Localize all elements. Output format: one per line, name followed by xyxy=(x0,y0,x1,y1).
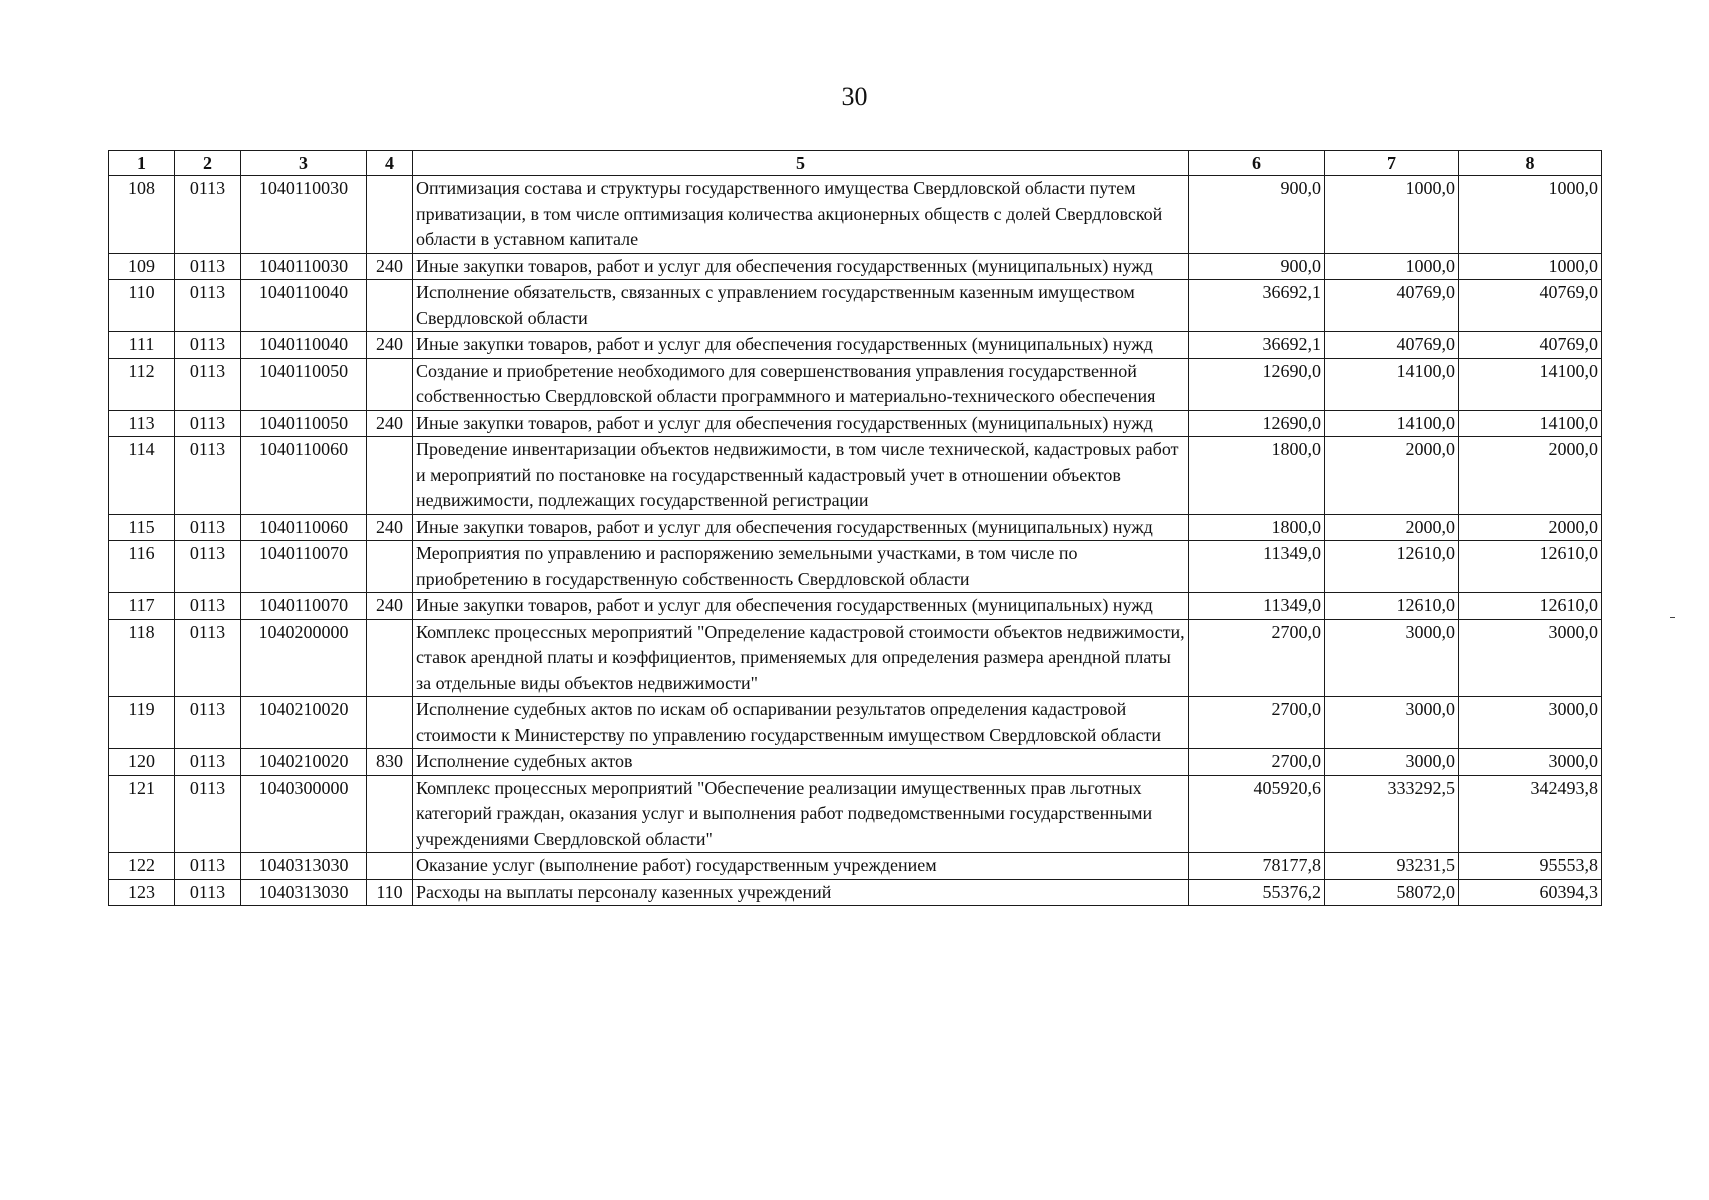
row-number: 121 xyxy=(109,775,175,853)
target-article-code: 1040210020 xyxy=(241,697,367,749)
amount-col-8: 342493,8 xyxy=(1459,775,1602,853)
table-row xyxy=(109,619,1602,697)
row-number: 117 xyxy=(109,593,175,620)
section-code: 0113 xyxy=(175,514,241,541)
target-article-code: 1040110050 xyxy=(241,358,367,410)
table-row xyxy=(109,593,1602,620)
target-article-code: 1040110060 xyxy=(241,437,367,515)
expense-name: Иные закупки товаров, работ и услуг для обеспечения государственных (муниципальных) нужд xyxy=(413,410,1189,437)
amount-col-7: 3000,0 xyxy=(1325,619,1459,697)
target-article-code: 1040110040 xyxy=(241,332,367,359)
header-cell-8: 8 xyxy=(1459,151,1602,176)
amount-col-8: 2000,0 xyxy=(1459,437,1602,515)
amount-col-7: 12610,0 xyxy=(1325,541,1459,593)
amount-col-7: 1000,0 xyxy=(1325,176,1459,254)
table-body xyxy=(109,176,1602,906)
row-number: 110 xyxy=(109,280,175,332)
row-number: 108 xyxy=(109,176,175,254)
amount-col-7: 40769,0 xyxy=(1325,280,1459,332)
amount-col-8: 40769,0 xyxy=(1459,332,1602,359)
table-row xyxy=(109,437,1602,515)
amount-col-7: 2000,0 xyxy=(1325,514,1459,541)
amount-col-6: 1800,0 xyxy=(1189,514,1325,541)
target-article-code: 1040110070 xyxy=(241,593,367,620)
amount-col-6: 900,0 xyxy=(1189,176,1325,254)
expense-type-code xyxy=(367,437,413,515)
row-number: 114 xyxy=(109,437,175,515)
section-code: 0113 xyxy=(175,749,241,776)
header-cell-4: 4 xyxy=(367,151,413,176)
amount-col-6: 55376,2 xyxy=(1189,879,1325,906)
target-article-code: 1040200000 xyxy=(241,619,367,697)
expense-type-code xyxy=(367,619,413,697)
section-code: 0113 xyxy=(175,775,241,853)
expense-name: Оказание услуг (выполнение работ) государственным учреждением xyxy=(413,853,1189,880)
amount-col-8: 12610,0 xyxy=(1459,593,1602,620)
expense-name: Мероприятия по управлению и распоряжению земельными участками, в том числе по приобретению в государственную собственность Свердловской области xyxy=(413,541,1189,593)
expense-name: Комплекс процессных мероприятий "Обеспечение реализации имущественных прав льготных категорий граждан, оказания услуг и выполнения работ подведомственными государственными учреждениями Свердловской области" xyxy=(413,775,1189,853)
amount-col-8: 1000,0 xyxy=(1459,176,1602,254)
expense-name: Проведение инвентаризации объектов недвижимости, в том числе технической, кадастровых работ и мероприятий по постановке на государственный кадастровый учет в отношении объектов недвижимости, подлежащих государственной регистрации xyxy=(413,437,1189,515)
amount-col-7: 93231,5 xyxy=(1325,853,1459,880)
budget-table xyxy=(108,150,1602,906)
expense-name: Оптимизация состава и структуры государственного имущества Свердловской области путем приватизации, в том числе оптимизация количества акционерных обществ с долей Свердловской области в уставном капитале xyxy=(413,176,1189,254)
expense-name: Иные закупки товаров, работ и услуг для обеспечения государственных (муниципальных) нужд xyxy=(413,514,1189,541)
row-number: 118 xyxy=(109,619,175,697)
row-number: 120 xyxy=(109,749,175,776)
table-row xyxy=(109,541,1602,593)
section-code: 0113 xyxy=(175,541,241,593)
amount-col-6: 1800,0 xyxy=(1189,437,1325,515)
amount-col-8: 60394,3 xyxy=(1459,879,1602,906)
scan-mark xyxy=(1670,617,1675,618)
row-number: 119 xyxy=(109,697,175,749)
amount-col-8: 95553,8 xyxy=(1459,853,1602,880)
expense-type-code: 240 xyxy=(367,514,413,541)
expense-name: Исполнение обязательств, связанных с управлением государственным казенным имуществом Свердловской области xyxy=(413,280,1189,332)
target-article-code: 1040110030 xyxy=(241,253,367,280)
amount-col-8: 3000,0 xyxy=(1459,749,1602,776)
amount-col-6: 2700,0 xyxy=(1189,749,1325,776)
amount-col-7: 3000,0 xyxy=(1325,749,1459,776)
row-number: 109 xyxy=(109,253,175,280)
header-cell-7: 7 xyxy=(1325,151,1459,176)
expense-type-code: 240 xyxy=(367,253,413,280)
row-number: 123 xyxy=(109,879,175,906)
amount-col-7: 40769,0 xyxy=(1325,332,1459,359)
expense-type-code: 240 xyxy=(367,593,413,620)
expense-name: Исполнение судебных актов xyxy=(413,749,1189,776)
expense-type-code xyxy=(367,697,413,749)
table-row xyxy=(109,697,1602,749)
row-number: 115 xyxy=(109,514,175,541)
header-cell-5: 5 xyxy=(413,151,1189,176)
target-article-code: 1040313030 xyxy=(241,879,367,906)
table-row xyxy=(109,358,1602,410)
amount-col-8: 12610,0 xyxy=(1459,541,1602,593)
amount-col-7: 2000,0 xyxy=(1325,437,1459,515)
amount-col-8: 2000,0 xyxy=(1459,514,1602,541)
amount-col-8: 3000,0 xyxy=(1459,697,1602,749)
amount-col-8: 1000,0 xyxy=(1459,253,1602,280)
amount-col-6: 12690,0 xyxy=(1189,410,1325,437)
table-row xyxy=(109,853,1602,880)
expense-type-code xyxy=(367,280,413,332)
expense-name: Комплекс процессных мероприятий "Определение кадастровой стоимости объектов недвижимости, ставок арендной платы и коэффициентов, применяемых для определения размера арендной платы за отдельные виды объектов недвижимости" xyxy=(413,619,1189,697)
section-code: 0113 xyxy=(175,358,241,410)
table-row xyxy=(109,332,1602,359)
amount-col-6: 12690,0 xyxy=(1189,358,1325,410)
header-cell-6: 6 xyxy=(1189,151,1325,176)
table-row xyxy=(109,280,1602,332)
section-code: 0113 xyxy=(175,853,241,880)
amount-col-6: 900,0 xyxy=(1189,253,1325,280)
expense-type-code xyxy=(367,176,413,254)
amount-col-8: 14100,0 xyxy=(1459,410,1602,437)
section-code: 0113 xyxy=(175,280,241,332)
amount-col-6: 2700,0 xyxy=(1189,619,1325,697)
table-row xyxy=(109,410,1602,437)
section-code: 0113 xyxy=(175,879,241,906)
amount-col-6: 11349,0 xyxy=(1189,593,1325,620)
expense-name: Расходы на выплаты персоналу казенных учреждений xyxy=(413,879,1189,906)
table-row xyxy=(109,775,1602,853)
target-article-code: 1040110030 xyxy=(241,176,367,254)
table-row xyxy=(109,749,1602,776)
expense-type-code xyxy=(367,358,413,410)
expense-name: Создание и приобретение необходимого для совершенствования управления государственной собственностью Свердловской области программного и материально-технического обеспечения xyxy=(413,358,1189,410)
row-number: 112 xyxy=(109,358,175,410)
amount-col-8: 14100,0 xyxy=(1459,358,1602,410)
row-number: 116 xyxy=(109,541,175,593)
target-article-code: 1040110070 xyxy=(241,541,367,593)
expense-type-code: 830 xyxy=(367,749,413,776)
row-number: 113 xyxy=(109,410,175,437)
target-article-code: 1040313030 xyxy=(241,853,367,880)
target-article-code: 1040300000 xyxy=(241,775,367,853)
amount-col-6: 78177,8 xyxy=(1189,853,1325,880)
expense-name: Иные закупки товаров, работ и услуг для обеспечения государственных (муниципальных) нужд xyxy=(413,253,1189,280)
amount-col-7: 333292,5 xyxy=(1325,775,1459,853)
amount-col-6: 36692,1 xyxy=(1189,332,1325,359)
expense-type-code: 240 xyxy=(367,332,413,359)
section-code: 0113 xyxy=(175,410,241,437)
expense-type-code xyxy=(367,541,413,593)
section-code: 0113 xyxy=(175,437,241,515)
section-code: 0113 xyxy=(175,176,241,254)
header-cell-3: 3 xyxy=(241,151,367,176)
table-row xyxy=(109,514,1602,541)
header-cell-1: 1 xyxy=(109,151,175,176)
header-cell-2: 2 xyxy=(175,151,241,176)
table-row xyxy=(109,879,1602,906)
target-article-code: 1040110060 xyxy=(241,514,367,541)
expense-type-code xyxy=(367,853,413,880)
section-code: 0113 xyxy=(175,332,241,359)
section-code: 0113 xyxy=(175,697,241,749)
expense-type-code: 110 xyxy=(367,879,413,906)
target-article-code: 1040110040 xyxy=(241,280,367,332)
row-number: 111 xyxy=(109,332,175,359)
section-code: 0113 xyxy=(175,253,241,280)
amount-col-6: 11349,0 xyxy=(1189,541,1325,593)
amount-col-6: 2700,0 xyxy=(1189,697,1325,749)
target-article-code: 1040110050 xyxy=(241,410,367,437)
expense-name: Иные закупки товаров, работ и услуг для обеспечения государственных (муниципальных) нужд xyxy=(413,593,1189,620)
expense-type-code: 240 xyxy=(367,410,413,437)
header-row xyxy=(109,151,1602,176)
amount-col-7: 14100,0 xyxy=(1325,358,1459,410)
amount-col-6: 36692,1 xyxy=(1189,280,1325,332)
page-number: 30 xyxy=(841,82,868,111)
amount-col-7: 1000,0 xyxy=(1325,253,1459,280)
expense-name: Исполнение судебных актов по искам об оспаривании результатов определения кадастровой стоимости к Министерству по управлению государственным имуществом Свердловской области xyxy=(413,697,1189,749)
amount-col-7: 12610,0 xyxy=(1325,593,1459,620)
row-number: 122 xyxy=(109,853,175,880)
expense-type-code xyxy=(367,775,413,853)
amount-col-8: 3000,0 xyxy=(1459,619,1602,697)
table-row xyxy=(109,253,1602,280)
target-article-code: 1040210020 xyxy=(241,749,367,776)
amount-col-6: 405920,6 xyxy=(1189,775,1325,853)
table-row xyxy=(109,176,1602,254)
amount-col-8: 40769,0 xyxy=(1459,280,1602,332)
section-code: 0113 xyxy=(175,593,241,620)
amount-col-7: 58072,0 xyxy=(1325,879,1459,906)
section-code: 0113 xyxy=(175,619,241,697)
amount-col-7: 14100,0 xyxy=(1325,410,1459,437)
amount-col-7: 3000,0 xyxy=(1325,697,1459,749)
expense-name: Иные закупки товаров, работ и услуг для обеспечения государственных (муниципальных) нужд xyxy=(413,332,1189,359)
